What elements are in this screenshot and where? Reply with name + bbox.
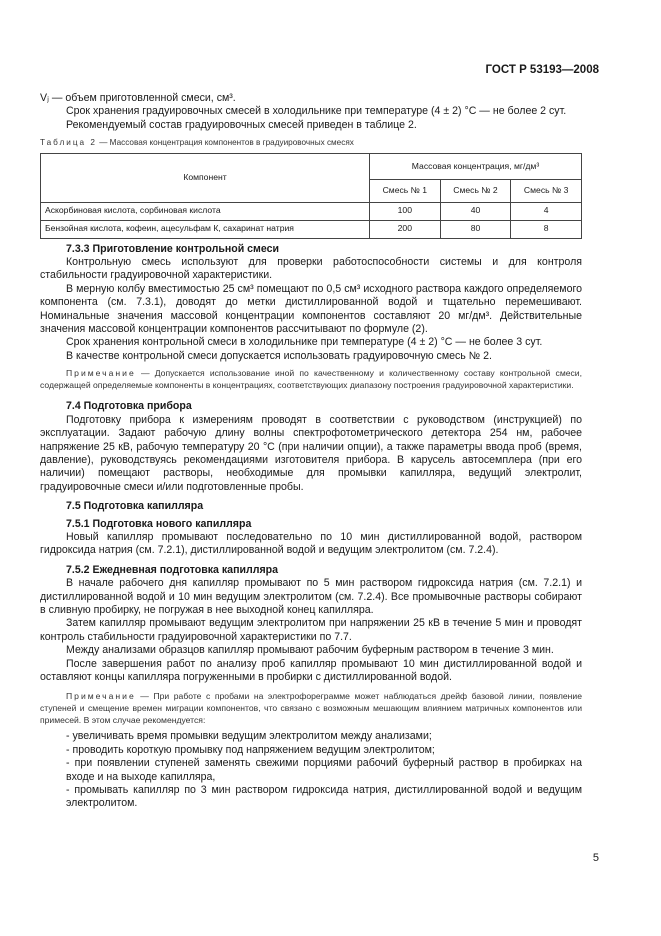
col-component: Компонент <box>41 153 370 202</box>
note-label: Примечание <box>66 691 136 702</box>
vj-definition: Vⱼ — объем приготовленной смеси, см³. <box>40 92 236 104</box>
section-7-3-3-p4: В качестве контрольной смеси допускается использовать градуировочную смесь № 2. <box>66 349 492 362</box>
page-body <box>40 92 582 811</box>
list-item: - увеличивать время промывки ведущим электролитом между анализами; <box>66 730 432 743</box>
row-component-name: Бензойная кислота, кофеин, ацесульфам К, сахаринат натрия <box>41 220 370 238</box>
section-7-4-p1: Подготовку прибора к измерениям проводят в соответствии с руководством (инструкцией) по эксплуатации. Задают рабочую длину волны спектрофотометрического детектора 254 нм, рабочее напряжение 25 кВ, рабочую температуру 20 °С (при наличии опции), а также параметры ввода проб (время, давление), руководствуясь рекомендациями изготовителя прибора. В карусель автосемплера (при его наличии) помещают растворы, необходимые для промывки капилляра, ведущий электролит, градуировочные смеси и/или подготовленные пробы. <box>40 413 582 493</box>
concentration-table <box>40 153 582 239</box>
table-caption-text: — Массовая концентрация компонентов в градуировочных смесях <box>96 138 354 148</box>
list-item: - при появлении ступеней заменять свежими порциями рабочий буферный раствор в пробирках на входе и на выходе капилляра, <box>66 757 582 783</box>
section-7-5-2-heading: 7.5.2 Ежедневная подготовка капилляра <box>66 563 278 576</box>
table-caption <box>40 136 582 149</box>
section-7-5-2-p4: После завершения работ по анализу проб капилляр промывают 10 мин дистиллированной водой и оставляют концы капилляра погруженными в пробирки с дистиллированной водой. <box>40 657 582 683</box>
row-value: 200 <box>370 220 441 238</box>
col-mass-concentration: Массовая концентрация, мг/дм³ <box>370 153 582 180</box>
page-number: 5 <box>592 852 599 864</box>
row-value: 4 <box>511 202 582 220</box>
row-component-name: Аскорбиновая кислота, сорбиновая кислота <box>41 202 370 220</box>
col-mix-2: Смесь № 2 <box>440 180 511 202</box>
section-7-5-heading: 7.5 Подготовка капилляра <box>66 500 204 513</box>
row-value: 40 <box>440 202 511 220</box>
row-value: 80 <box>440 220 511 238</box>
section-7-5-1-heading: 7.5.1 Подготовка нового капилляра <box>66 517 252 530</box>
section-7-3-3-heading: 7.3.3 Приготовление контрольной смеси <box>66 242 280 255</box>
note-text: — При работе с пробами на электрофореграмме может наблюдаться дрейф базовой линии, появление ступеней и смещение времен миграции компонентов, что связано с возможным мешающим влиянием матричных компонентов или примесей. В этом случае рекомендуется: <box>40 691 582 726</box>
note-text: — Допускается использование иной по качественному и количественному составу контрольной смеси, содержащей определяемые компоненты в концентрациях, соответствующих диапазону построения градуировочной характеристики. <box>40 368 582 391</box>
table-row <box>41 220 582 238</box>
section-7-5-2-p2: Затем капилляр промывают ведущим электролитом при напряжении 25 кВ в течение 5 мин и проводят контроль стабильности градуировочной характеристики по 7.7. <box>40 617 582 643</box>
note-label: Примечание <box>66 368 136 379</box>
row-value: 8 <box>511 220 582 238</box>
section-7-4-heading: 7.4 Подготовка прибора <box>66 400 192 413</box>
section-7-5-1-p1: Новый капилляр промывают последовательно по 10 мин дистиллированной водой, раствором гидроксида натрия (см. 7.2.1), дистиллированной водой и ведущим электролитом (см. 7.2.4). <box>40 530 582 557</box>
document-code: ГОСТ Р 53193—2008 <box>485 64 599 76</box>
storage-text: Срок хранения градуировочных смесей в холодильнике при температуре (4 ± 2) °С — не более 2 сут. <box>66 105 567 118</box>
table-row <box>41 202 582 220</box>
recommended-text: Рекомендуемый состав градуировочных смесей приведен в таблице 2. <box>66 118 417 131</box>
list-item: - проводить короткую промывку под напряжением ведущим электролитом; <box>66 743 435 756</box>
section-7-3-3-note <box>40 367 582 391</box>
section-7-3-3-p2: В мерную колбу вместимостью 25 см³ помещают по 0,5 см³ исходного раствора каждого определяемого компонента (см. 7.3.1), доводят до метки дистиллированной водой и тщательно перемешивают. Номинальные значения массовой концентрации компонентов составляют 20 мг/дм³. Действительные значения массовой концентрации компонентов рассчитывают по формуле (2). <box>40 282 582 336</box>
col-mix-1: Смесь № 1 <box>370 180 441 202</box>
section-7-3-3-p3: Срок хранения контрольной смеси в холодильнике при температуре (4 ± 2) °С — не более 3 сут. <box>66 336 543 349</box>
section-7-5-2-p3: Между анализами образцов капилляр промывают рабочим буферным раствором в течение 3 мин. <box>66 644 554 657</box>
col-mix-3: Смесь № 3 <box>511 180 582 202</box>
section-7-3-3-p1: Контрольную смесь используют для проверки работоспособности системы и для контроля стабильности градуировочной характеристики. <box>40 256 582 282</box>
table-caption-label: Таблица 2 <box>40 138 97 148</box>
list-item: - промывать капилляр по 3 мин раствором гидроксида натрия, дистиллированной водой и ведущим электролитом. <box>66 784 582 810</box>
section-7-5-2-note <box>40 690 582 726</box>
section-7-5-2-p1: В начале рабочего дня капилляр промывают по 5 мин раствором гидроксида натрия (см. 7.2.1) и дистиллированной водой и 10 мин ведущим электролитом (см. 7.2.4). Все промывочные растворы собирают в сливную пробирку, не погружая в нее выходной конец капилляра. <box>40 577 582 616</box>
row-value: 100 <box>370 202 441 220</box>
